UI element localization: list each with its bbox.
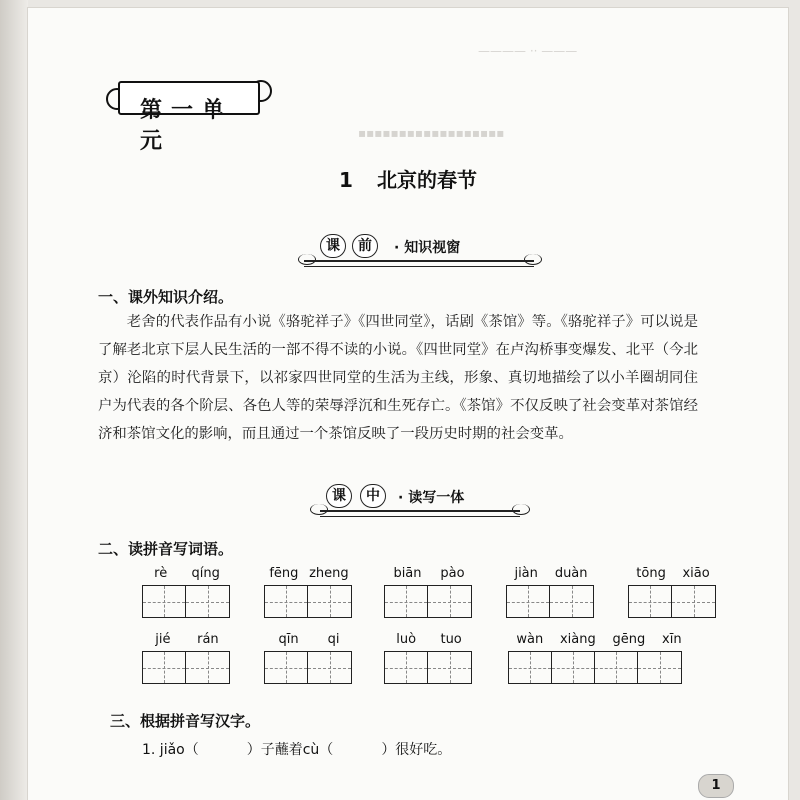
pinyin-syllable: jié (155, 632, 171, 647)
pinyin-syllable: fēng (269, 566, 299, 581)
pinyin-syllable: gēng (612, 632, 646, 647)
pinyin-syllable: xiāo (682, 566, 710, 581)
bleed-through: ———— ·· ——— (478, 44, 578, 58)
pinyin-syllable: rè (154, 566, 168, 581)
pinyin-syllable: jiàn (514, 566, 538, 581)
writing-cell[interactable] (509, 652, 552, 683)
writing-cell[interactable] (385, 586, 428, 617)
pinyin-syllable: duàn (554, 566, 588, 581)
pinyin-syllable: tuo (440, 632, 462, 647)
pinyin-row (506, 566, 596, 581)
section-before-class (304, 234, 534, 262)
writing-grid[interactable] (264, 585, 352, 618)
pinyin-syllable: zheng (309, 566, 349, 581)
section-ornament (524, 254, 542, 265)
writing-grid[interactable] (628, 585, 716, 618)
writing-grid[interactable] (506, 585, 594, 618)
writing-cell[interactable] (265, 652, 308, 683)
pinyin-row (384, 632, 474, 647)
part2-heading: 二、读拼音写词语。 (98, 540, 234, 558)
writing-grid[interactable] (264, 651, 352, 684)
section-chip: 中 (360, 484, 386, 508)
lesson-number: 1 (339, 168, 353, 192)
pinyin-syllable: qīn (278, 632, 299, 647)
writing-cell[interactable] (186, 586, 229, 617)
workbook-page (28, 8, 788, 800)
section-during-class (320, 484, 550, 512)
writing-cell[interactable] (385, 652, 428, 683)
pinyin-syllable: tōng (636, 566, 666, 581)
section-ornament (298, 254, 316, 265)
section-ornament (310, 504, 328, 515)
pinyin-syllable: biān (393, 566, 422, 581)
pinyin-syllable: pào (440, 566, 465, 581)
writing-cell[interactable] (638, 652, 681, 683)
unit-title: 第一单元 (140, 98, 234, 154)
writing-cell[interactable] (428, 652, 471, 683)
writing-grid[interactable] (384, 651, 472, 684)
section-label-text: · 读写一体 (398, 490, 465, 506)
section-ornament (512, 504, 530, 515)
writing-cell[interactable] (428, 586, 471, 617)
section-rule (304, 260, 534, 267)
writing-grid[interactable] (142, 651, 230, 684)
pinyin-row (508, 632, 690, 647)
section-label-text: · 知识视窗 (394, 240, 461, 256)
section-rule (320, 510, 520, 517)
writing-cell[interactable] (143, 586, 186, 617)
lesson-name: 北京的春节 (376, 168, 477, 192)
writing-cell[interactable] (308, 586, 351, 617)
pinyin-syllable: xīn (662, 632, 682, 647)
pinyin-syllable: luò (396, 632, 417, 647)
writing-cell[interactable] (595, 652, 638, 683)
knowledge-paragraph (98, 308, 698, 448)
writing-cell[interactable] (550, 586, 593, 617)
section-chip: 前 (352, 234, 378, 258)
writing-grid[interactable] (142, 585, 230, 618)
writing-cell[interactable] (507, 586, 550, 617)
exercise-mid: ）子蘸着cù（ (246, 742, 334, 758)
pinyin-syllable: qíng (191, 566, 220, 581)
section-chip: 课 (326, 484, 352, 508)
lesson-title (28, 164, 788, 193)
pinyin-row (142, 566, 232, 581)
exercise-suffix: ）很好吃。 (381, 742, 452, 758)
writing-cell[interactable] (629, 586, 672, 617)
pinyin-syllable: rán (197, 632, 219, 647)
pinyin-row (264, 566, 354, 581)
writing-cell[interactable] (186, 652, 229, 683)
writing-cell[interactable] (308, 652, 351, 683)
writing-cell[interactable] (143, 652, 186, 683)
page-number: 1 (698, 774, 734, 798)
part3-heading: 三、根据拼音写汉字。 (110, 712, 261, 730)
pinyin-row (384, 566, 474, 581)
writing-cell[interactable] (672, 586, 715, 617)
writing-cell[interactable] (265, 586, 308, 617)
pinyin-syllable: xiàng (559, 632, 596, 647)
paragraph-text: 老舍的代表作品有小说《骆驼祥子》《四世同堂》，话剧《茶馆》等。《骆驼祥子》可以说是了解老北京下层人民生活的一部不得不读的小说。《四世同堂》在卢沟桥事变爆发、北平（今北京）沦陷的时代背景下，以祁家四世同堂的生活为主线，形象、真切地描绘了以小羊圈胡同住户为代表的各个阶层、各色人等的荣辱浮沉和生死存亡。《茶馆》不仅反映了社会变革对茶馆经济和茶馆文化的影响，而且通过一个茶馆反映了一段历史时期的社会变革。 (98, 314, 698, 442)
writing-grid[interactable] (508, 651, 682, 684)
pinyin-row (628, 566, 718, 581)
pinyin-syllable: wàn (516, 632, 544, 647)
unit-box (118, 81, 260, 154)
pinyin-row (142, 632, 232, 647)
writing-cell[interactable] (552, 652, 595, 683)
unit-banner (104, 76, 272, 154)
exercise-prefix: 1. jiǎo（ (142, 742, 199, 758)
section-chip: 课 (320, 234, 346, 258)
bleed-through: ▪▪▪▪▪▪▪▪▪▪▪▪▪▪▪▪▪▪ (358, 126, 505, 140)
writing-grid[interactable] (384, 585, 472, 618)
pinyin-row (264, 632, 354, 647)
page-gutter (0, 0, 28, 800)
pinyin-syllable: qi (327, 632, 340, 647)
exercise-item-1 (142, 739, 451, 759)
part1-heading: 一、课外知识介绍。 (98, 288, 234, 306)
